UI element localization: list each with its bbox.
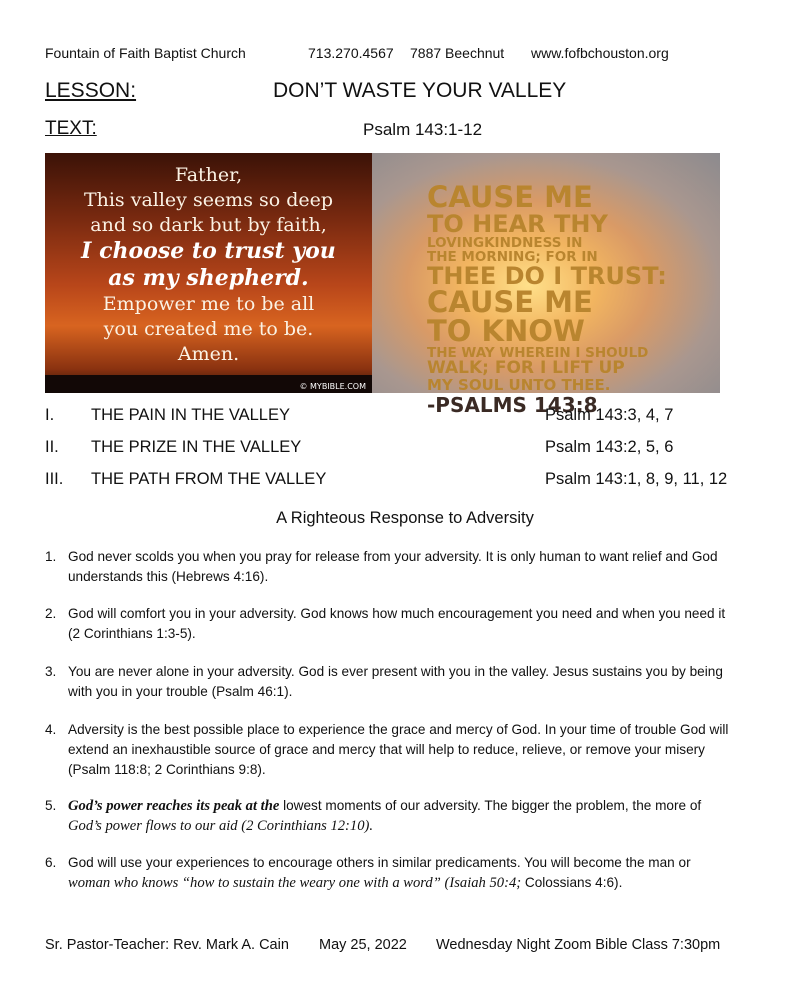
list-item-plain: God will use your experiences to encourage others in similar predicaments. You will become the man or bbox=[68, 855, 691, 870]
outline-title: THE PATH FROM THE VALLEY bbox=[91, 470, 327, 488]
list-item-number: 3. bbox=[45, 664, 57, 679]
verse-line: THEE DO I TRUST: bbox=[427, 262, 667, 290]
list-item-number: 5. bbox=[45, 798, 57, 813]
prayer-line: Amen. bbox=[177, 343, 240, 365]
list-item-number: 4. bbox=[45, 722, 57, 737]
verse-line: THE WAY WHEREIN I SHOULD bbox=[427, 345, 649, 361]
prayer-line: Father, bbox=[174, 164, 243, 186]
list-item bbox=[45, 796, 735, 836]
list-item bbox=[45, 662, 735, 702]
list-item-emphasis: God’s power reaches its peak at the bbox=[68, 798, 280, 814]
outline-number: I. bbox=[45, 406, 55, 424]
list-item-number: 6. bbox=[45, 855, 57, 870]
verse-reference: -PSALMS 143:8 bbox=[427, 393, 598, 417]
text-label: TEXT: bbox=[45, 118, 97, 139]
prayer-line: Empower me to be all bbox=[102, 293, 315, 315]
footer-class: Wednesday Night Zoom Bible Class 7:30pm bbox=[436, 937, 721, 953]
verse-line: TO KNOW bbox=[427, 314, 585, 348]
church-website: www.fofbchouston.org bbox=[531, 45, 669, 61]
outline-number: II. bbox=[45, 438, 59, 456]
list-item-text: You are never alone in your adversity. God is ever present with you in the valley. Jesus sustains you by being with you in your trouble (Psalm 46:1). bbox=[68, 664, 723, 699]
prayer-emphasis: I choose to trust you bbox=[81, 238, 336, 264]
list-item-number: 1. bbox=[45, 549, 57, 564]
list-item bbox=[45, 853, 735, 893]
list-item-plain: lowest moments of our adversity. The bigger the problem, the more of bbox=[279, 798, 702, 813]
outline-number: III. bbox=[45, 470, 64, 488]
section-subheading: A Righteous Response to Adversity bbox=[276, 509, 534, 527]
list-item-text bbox=[68, 796, 735, 836]
list-item-italic: God’s power flows to our aid (2 Corinthians 12:10). bbox=[68, 818, 374, 834]
list-item-number: 2. bbox=[45, 606, 57, 621]
prayer-line: you created me to be. bbox=[103, 318, 314, 340]
list-item bbox=[45, 547, 735, 587]
list-item-italic: woman who knows “how to sustain the weary one with a word” (Isaiah 50:4; bbox=[68, 875, 522, 891]
list-item-text: Adversity is the best possible place to experience the grace and mercy of God. In your time of trouble God will extend an inexhaustible source of grace and mercy that will help to reduce, relieve, or remove your misery (Psalm 118:8; 2 Corinthians 9:8). bbox=[68, 722, 729, 777]
outline-reference: Psalm 143:2, 5, 6 bbox=[545, 438, 674, 456]
outline-reference: Psalm 143:3, 4, 7 bbox=[545, 406, 674, 424]
list-item-text: God never scolds you when you pray for release from your adversity. It is only human to want relief and God understands this (Hebrews 4:16). bbox=[68, 549, 718, 584]
list-item-text: God will comfort you in your adversity. God knows how much encouragement you need and when you need it (2 Corinthians 1:3-5). bbox=[68, 606, 726, 641]
prayer-line: and so dark but by faith, bbox=[90, 214, 327, 236]
verse-line: MY SOUL UNTO THEE. bbox=[427, 376, 611, 394]
verse-line: CAUSE ME bbox=[427, 180, 593, 214]
verse-line: THE MORNING; FOR IN bbox=[427, 249, 598, 265]
outline-title: THE PRIZE IN THE VALLEY bbox=[91, 438, 302, 456]
church-phone: 713.270.4567 bbox=[308, 45, 394, 61]
footer-date: May 25, 2022 bbox=[319, 937, 407, 953]
verse-line: CAUSE ME bbox=[427, 285, 593, 319]
text-reference: Psalm 143:1-12 bbox=[363, 120, 483, 139]
church-address: 7887 Beechnut bbox=[410, 45, 505, 61]
list-item bbox=[45, 720, 735, 780]
prayer-text bbox=[45, 163, 372, 367]
verse-line: WALK; FOR I LIFT UP bbox=[427, 358, 625, 378]
prayer-image bbox=[45, 153, 372, 393]
church-name: Fountain of Faith Baptist Church bbox=[45, 45, 246, 61]
outline-title: THE PAIN IN THE VALLEY bbox=[91, 406, 290, 424]
lesson-title: DON’T WASTE YOUR VALLEY bbox=[273, 79, 567, 102]
list-item bbox=[45, 604, 735, 644]
outline-reference: Psalm 143:1, 8, 9, 11, 12 bbox=[545, 470, 728, 488]
list-item-plain: Colossians 4:6). bbox=[521, 875, 623, 890]
prayer-line: This valley seems so deep bbox=[83, 189, 334, 211]
list-item-text bbox=[68, 853, 735, 893]
image-credit: © MYBIBLE.COM bbox=[299, 382, 366, 391]
footer-pastor: Sr. Pastor-Teacher: Rev. Mark A. Cain bbox=[45, 937, 289, 953]
verse-line: LOVINGKINDNESS IN bbox=[427, 235, 583, 251]
lesson-label: LESSON: bbox=[45, 79, 137, 102]
verse-line: TO HEAR THY bbox=[427, 210, 608, 238]
verse-text bbox=[427, 180, 712, 417]
prayer-emphasis: as my shepherd. bbox=[108, 265, 309, 291]
